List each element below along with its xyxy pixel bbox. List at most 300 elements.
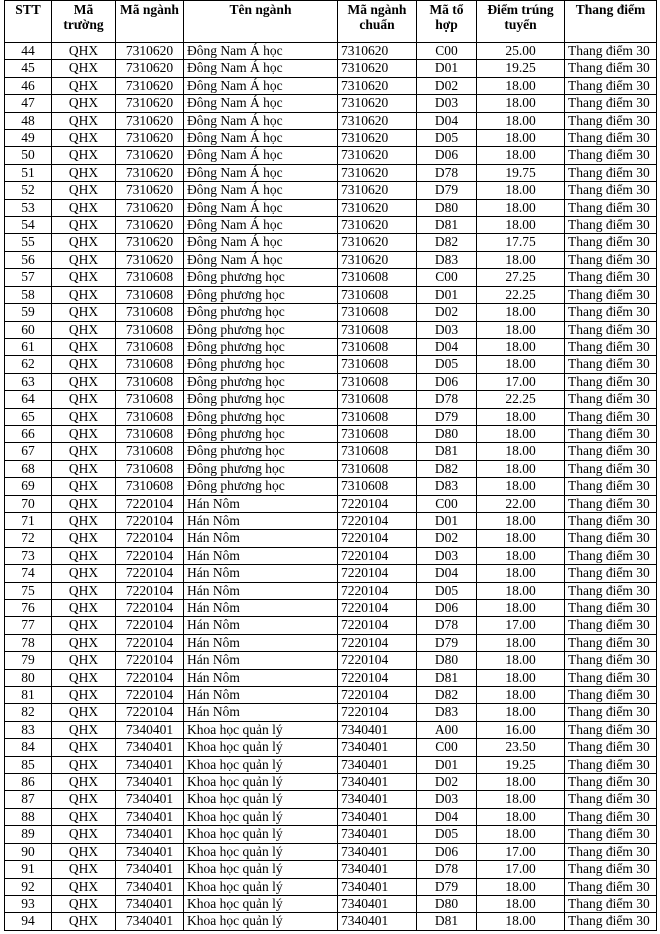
admission-score-cell: 18.00	[477, 826, 565, 843]
table-row	[5, 164, 657, 181]
school-code-cell: QHX	[52, 634, 116, 651]
major-name-cell: Khoa học quản lý	[184, 861, 338, 878]
score-scale-cell: Thang điểm 30	[565, 530, 657, 547]
stt-cell: 86	[5, 774, 52, 791]
stt-cell: 90	[5, 843, 52, 860]
school-code-cell: QHX	[52, 304, 116, 321]
major-name-cell: Đông phương học	[184, 478, 338, 495]
admission-score-cell: 18.00	[477, 304, 565, 321]
admission-score-cell: 18.00	[477, 460, 565, 477]
table-row	[5, 861, 657, 878]
major-name-cell: Đông Nam Á học	[184, 217, 338, 234]
table-row	[5, 443, 657, 460]
combination-code-cell: C00	[417, 269, 477, 286]
combination-code-cell: D83	[417, 478, 477, 495]
stt-cell: 82	[5, 704, 52, 721]
school-code-cell: QHX	[52, 721, 116, 738]
admission-score-cell: 18.00	[477, 251, 565, 268]
combination-code-cell: D83	[417, 704, 477, 721]
major-name-cell: Hán Nôm	[184, 495, 338, 512]
school-code-cell: QHX	[52, 286, 116, 303]
table-row	[5, 808, 657, 825]
table-row	[5, 495, 657, 512]
score-scale-cell: Thang điểm 30	[565, 913, 657, 930]
stt-cell: 94	[5, 913, 52, 930]
admission-score-cell: 18.00	[477, 77, 565, 94]
table-header	[5, 1, 657, 43]
score-scale-cell: Thang điểm 30	[565, 878, 657, 895]
table-row	[5, 617, 657, 634]
admission-score-cell: 18.00	[477, 547, 565, 564]
stt-cell: 73	[5, 547, 52, 564]
school-code-cell: QHX	[52, 739, 116, 756]
school-code-cell: QHX	[52, 321, 116, 338]
score-scale-cell: Thang điểm 30	[565, 60, 657, 77]
score-scale-cell: Thang điểm 30	[565, 495, 657, 512]
table-row	[5, 460, 657, 477]
admission-score-cell: 19.75	[477, 164, 565, 181]
score-scale-cell: Thang điểm 30	[565, 478, 657, 495]
combination-code-cell: D06	[417, 843, 477, 860]
major-code-cell: 7340401	[116, 895, 184, 912]
school-code-cell: QHX	[52, 895, 116, 912]
combination-code-cell: D01	[417, 286, 477, 303]
stt-cell: 93	[5, 895, 52, 912]
stt-cell: 87	[5, 791, 52, 808]
score-scale-cell: Thang điểm 30	[565, 286, 657, 303]
stt-cell: 46	[5, 77, 52, 94]
standard-major-code-cell: 7220104	[338, 652, 417, 669]
major-code-cell: 7340401	[116, 913, 184, 930]
score-scale-cell: Thang điểm 30	[565, 861, 657, 878]
major-name-cell: Đông phương học	[184, 269, 338, 286]
standard-major-code-cell: 7310608	[338, 321, 417, 338]
combination-code-cell: D06	[417, 147, 477, 164]
admission-score-cell: 18.00	[477, 704, 565, 721]
score-scale-cell: Thang điểm 30	[565, 634, 657, 651]
major-code-cell: 7340401	[116, 826, 184, 843]
table-row	[5, 721, 657, 738]
table-row	[5, 77, 657, 94]
table-body	[5, 43, 657, 931]
combination-code-cell: D01	[417, 512, 477, 529]
standard-major-code-cell: 7310620	[338, 234, 417, 251]
major-code-cell: 7310620	[116, 112, 184, 129]
stt-cell: 76	[5, 600, 52, 617]
header-row	[5, 1, 657, 43]
table-row	[5, 478, 657, 495]
major-name-cell: Đông Nam Á học	[184, 77, 338, 94]
school-code-cell: QHX	[52, 356, 116, 373]
major-code-cell: 7310620	[116, 60, 184, 77]
stt-cell: 49	[5, 130, 52, 147]
admission-score-cell: 18.00	[477, 669, 565, 686]
table-row	[5, 652, 657, 669]
combination-code-cell: D81	[417, 443, 477, 460]
score-scale-cell: Thang điểm 30	[565, 373, 657, 390]
standard-major-code-cell: 7220104	[338, 600, 417, 617]
school-code-cell: QHX	[52, 217, 116, 234]
stt-cell: 57	[5, 269, 52, 286]
table-row	[5, 843, 657, 860]
score-scale-cell: Thang điểm 30	[565, 130, 657, 147]
table-row	[5, 234, 657, 251]
combination-code-cell: D81	[417, 217, 477, 234]
school-code-cell: QHX	[52, 530, 116, 547]
admission-score-cell: 18.00	[477, 356, 565, 373]
standard-major-code-cell: 7340401	[338, 791, 417, 808]
combination-code-cell: C00	[417, 739, 477, 756]
standard-major-code-cell: 7310620	[338, 95, 417, 112]
admission-score-cell: 18.00	[477, 565, 565, 582]
school-code-cell: QHX	[52, 600, 116, 617]
admission-score-cell: 17.00	[477, 373, 565, 390]
major-code-cell: 7310620	[116, 234, 184, 251]
school-code-cell: QHX	[52, 547, 116, 564]
major-name-cell: Khoa học quản lý	[184, 774, 338, 791]
standard-major-code-cell: 7340401	[338, 756, 417, 773]
standard-major-code-cell: 7220104	[338, 634, 417, 651]
admission-score-cell: 18.00	[477, 130, 565, 147]
table-row	[5, 791, 657, 808]
major-code-cell: 7220104	[116, 669, 184, 686]
standard-major-code-cell: 7340401	[338, 721, 417, 738]
major-code-cell: 7340401	[116, 756, 184, 773]
stt-cell: 62	[5, 356, 52, 373]
header-major-code: Mã ngành	[116, 1, 184, 43]
admission-score-cell: 22.00	[477, 495, 565, 512]
standard-major-code-cell: 7310620	[338, 43, 417, 60]
admission-score-cell: 18.00	[477, 634, 565, 651]
table-row	[5, 199, 657, 216]
combination-code-cell: D83	[417, 251, 477, 268]
standard-major-code-cell: 7340401	[338, 913, 417, 930]
admission-score-cell: 18.00	[477, 895, 565, 912]
combination-code-cell: D82	[417, 460, 477, 477]
combination-code-cell: D82	[417, 234, 477, 251]
major-name-cell: Hán Nôm	[184, 704, 338, 721]
standard-major-code-cell: 7220104	[338, 687, 417, 704]
combination-code-cell: D81	[417, 669, 477, 686]
major-code-cell: 7310608	[116, 460, 184, 477]
combination-code-cell: D02	[417, 774, 477, 791]
major-name-cell: Đông phương học	[184, 286, 338, 303]
major-code-cell: 7310620	[116, 164, 184, 181]
combination-code-cell: D05	[417, 826, 477, 843]
standard-major-code-cell: 7310620	[338, 60, 417, 77]
standard-major-code-cell: 7310608	[338, 425, 417, 442]
major-name-cell: Đông Nam Á học	[184, 164, 338, 181]
major-name-cell: Đông phương học	[184, 460, 338, 477]
school-code-cell: QHX	[52, 443, 116, 460]
table-row	[5, 634, 657, 651]
school-code-cell: QHX	[52, 687, 116, 704]
score-scale-cell: Thang điểm 30	[565, 443, 657, 460]
school-code-cell: QHX	[52, 878, 116, 895]
school-code-cell: QHX	[52, 774, 116, 791]
stt-cell: 61	[5, 338, 52, 355]
major-code-cell: 7220104	[116, 495, 184, 512]
table-row	[5, 321, 657, 338]
stt-cell: 55	[5, 234, 52, 251]
admission-score-cell: 16.00	[477, 721, 565, 738]
major-code-cell: 7220104	[116, 600, 184, 617]
major-code-cell: 7220104	[116, 634, 184, 651]
score-scale-cell: Thang điểm 30	[565, 77, 657, 94]
stt-cell: 84	[5, 739, 52, 756]
score-scale-cell: Thang điểm 30	[565, 687, 657, 704]
score-scale-cell: Thang điểm 30	[565, 182, 657, 199]
admission-score-cell: 18.00	[477, 878, 565, 895]
major-code-cell: 7310608	[116, 338, 184, 355]
admission-score-cell: 18.00	[477, 808, 565, 825]
major-name-cell: Đông phương học	[184, 338, 338, 355]
score-scale-cell: Thang điểm 30	[565, 791, 657, 808]
table-row	[5, 408, 657, 425]
score-scale-cell: Thang điểm 30	[565, 565, 657, 582]
school-code-cell: QHX	[52, 756, 116, 773]
standard-major-code-cell: 7220104	[338, 565, 417, 582]
admission-score-cell: 18.00	[477, 112, 565, 129]
combination-code-cell: D02	[417, 530, 477, 547]
major-code-cell: 7310608	[116, 478, 184, 495]
major-name-cell: Hán Nôm	[184, 669, 338, 686]
table-row	[5, 95, 657, 112]
admission-score-cell: 18.00	[477, 425, 565, 442]
header-major-name: Tên ngành	[184, 1, 338, 43]
table-row	[5, 512, 657, 529]
standard-major-code-cell: 7220104	[338, 617, 417, 634]
score-scale-cell: Thang điểm 30	[565, 304, 657, 321]
score-scale-cell: Thang điểm 30	[565, 512, 657, 529]
score-scale-cell: Thang điểm 30	[565, 425, 657, 442]
major-code-cell: 7310608	[116, 408, 184, 425]
major-name-cell: Đông Nam Á học	[184, 112, 338, 129]
school-code-cell: QHX	[52, 478, 116, 495]
combination-code-cell: D03	[417, 547, 477, 564]
major-name-cell: Đông Nam Á học	[184, 60, 338, 77]
score-scale-cell: Thang điểm 30	[565, 147, 657, 164]
score-scale-cell: Thang điểm 30	[565, 582, 657, 599]
table-row	[5, 774, 657, 791]
major-name-cell: Đông phương học	[184, 391, 338, 408]
combination-code-cell: D82	[417, 687, 477, 704]
major-name-cell: Đông phương học	[184, 373, 338, 390]
combination-code-cell: D80	[417, 895, 477, 912]
stt-cell: 78	[5, 634, 52, 651]
major-name-cell: Đông phương học	[184, 425, 338, 442]
major-name-cell: Hán Nôm	[184, 634, 338, 651]
standard-major-code-cell: 7310608	[338, 356, 417, 373]
major-code-cell: 7340401	[116, 774, 184, 791]
score-scale-cell: Thang điểm 30	[565, 774, 657, 791]
score-scale-cell: Thang điểm 30	[565, 721, 657, 738]
school-code-cell: QHX	[52, 112, 116, 129]
admission-score-cell: 18.00	[477, 687, 565, 704]
admission-score-cell: 25.00	[477, 43, 565, 60]
combination-code-cell: D79	[417, 182, 477, 199]
admission-score-table	[4, 0, 657, 931]
score-scale-cell: Thang điểm 30	[565, 460, 657, 477]
table-row	[5, 338, 657, 355]
school-code-cell: QHX	[52, 512, 116, 529]
stt-cell: 91	[5, 861, 52, 878]
header-combination-code: Mã tổ hợp	[417, 1, 477, 43]
school-code-cell: QHX	[52, 495, 116, 512]
school-code-cell: QHX	[52, 913, 116, 930]
table-row	[5, 356, 657, 373]
major-name-cell: Khoa học quản lý	[184, 843, 338, 860]
major-name-cell: Đông Nam Á học	[184, 130, 338, 147]
major-code-cell: 7220104	[116, 512, 184, 529]
stt-cell: 83	[5, 721, 52, 738]
stt-cell: 85	[5, 756, 52, 773]
standard-major-code-cell: 7340401	[338, 861, 417, 878]
combination-code-cell: D80	[417, 199, 477, 216]
school-code-cell: QHX	[52, 130, 116, 147]
stt-cell: 92	[5, 878, 52, 895]
score-scale-cell: Thang điểm 30	[565, 652, 657, 669]
major-code-cell: 7310608	[116, 425, 184, 442]
score-scale-cell: Thang điểm 30	[565, 617, 657, 634]
standard-major-code-cell: 7310620	[338, 147, 417, 164]
school-code-cell: QHX	[52, 60, 116, 77]
standard-major-code-cell: 7310608	[338, 408, 417, 425]
school-code-cell: QHX	[52, 652, 116, 669]
major-code-cell: 7310608	[116, 356, 184, 373]
stt-cell: 58	[5, 286, 52, 303]
school-code-cell: QHX	[52, 408, 116, 425]
table-row	[5, 600, 657, 617]
major-name-cell: Đông phương học	[184, 443, 338, 460]
combination-code-cell: D01	[417, 60, 477, 77]
standard-major-code-cell: 7310608	[338, 478, 417, 495]
school-code-cell: QHX	[52, 582, 116, 599]
school-code-cell: QHX	[52, 338, 116, 355]
table-row	[5, 895, 657, 912]
stt-cell: 48	[5, 112, 52, 129]
school-code-cell: QHX	[52, 391, 116, 408]
major-code-cell: 7310608	[116, 304, 184, 321]
score-scale-cell: Thang điểm 30	[565, 547, 657, 564]
standard-major-code-cell: 7340401	[338, 826, 417, 843]
major-code-cell: 7310608	[116, 443, 184, 460]
major-code-cell: 7310620	[116, 182, 184, 199]
major-code-cell: 7310608	[116, 269, 184, 286]
major-code-cell: 7310608	[116, 321, 184, 338]
school-code-cell: QHX	[52, 43, 116, 60]
major-name-cell: Khoa học quản lý	[184, 913, 338, 930]
school-code-cell: QHX	[52, 234, 116, 251]
stt-cell: 74	[5, 565, 52, 582]
stt-cell: 80	[5, 669, 52, 686]
score-scale-cell: Thang điểm 30	[565, 739, 657, 756]
major-name-cell: Đông phương học	[184, 304, 338, 321]
major-code-cell: 7220104	[116, 704, 184, 721]
major-name-cell: Khoa học quản lý	[184, 808, 338, 825]
major-name-cell: Đông phương học	[184, 356, 338, 373]
major-code-cell: 7310620	[116, 43, 184, 60]
major-code-cell: 7340401	[116, 861, 184, 878]
header-admission-score: Điểm trúng tuyển	[477, 1, 565, 43]
stt-cell: 89	[5, 826, 52, 843]
score-scale-cell: Thang điểm 30	[565, 843, 657, 860]
combination-code-cell: D05	[417, 130, 477, 147]
admission-score-cell: 18.00	[477, 652, 565, 669]
standard-major-code-cell: 7310608	[338, 269, 417, 286]
stt-cell: 52	[5, 182, 52, 199]
header-standard-major-code: Mã ngành chuẩn	[338, 1, 417, 43]
standard-major-code-cell: 7220104	[338, 512, 417, 529]
school-code-cell: QHX	[52, 373, 116, 390]
score-scale-cell: Thang điểm 30	[565, 43, 657, 60]
school-code-cell: QHX	[52, 843, 116, 860]
major-name-cell: Khoa học quản lý	[184, 721, 338, 738]
major-name-cell: Đông phương học	[184, 321, 338, 338]
table-row	[5, 425, 657, 442]
admission-score-cell: 17.00	[477, 617, 565, 634]
admission-score-cell: 18.00	[477, 199, 565, 216]
standard-major-code-cell: 7310608	[338, 304, 417, 321]
standard-major-code-cell: 7310608	[338, 373, 417, 390]
standard-major-code-cell: 7340401	[338, 878, 417, 895]
major-name-cell: Đông Nam Á học	[184, 43, 338, 60]
stt-cell: 67	[5, 443, 52, 460]
admission-score-cell: 18.00	[477, 512, 565, 529]
standard-major-code-cell: 7220104	[338, 530, 417, 547]
standard-major-code-cell: 7340401	[338, 808, 417, 825]
combination-code-cell: D04	[417, 565, 477, 582]
school-code-cell: QHX	[52, 826, 116, 843]
stt-cell: 70	[5, 495, 52, 512]
header-school-code: Mã trường	[52, 1, 116, 43]
school-code-cell: QHX	[52, 77, 116, 94]
combination-code-cell: D81	[417, 913, 477, 930]
major-code-cell: 7310620	[116, 199, 184, 216]
combination-code-cell: D01	[417, 756, 477, 773]
score-scale-cell: Thang điểm 30	[565, 600, 657, 617]
combination-code-cell: D78	[417, 164, 477, 181]
score-scale-cell: Thang điểm 30	[565, 234, 657, 251]
table-row	[5, 217, 657, 234]
stt-cell: 88	[5, 808, 52, 825]
stt-cell: 81	[5, 687, 52, 704]
stt-cell: 53	[5, 199, 52, 216]
major-code-cell: 7220104	[116, 652, 184, 669]
table-row	[5, 739, 657, 756]
admission-score-cell: 18.00	[477, 600, 565, 617]
standard-major-code-cell: 7310620	[338, 217, 417, 234]
major-name-cell: Đông Nam Á học	[184, 251, 338, 268]
standard-major-code-cell: 7310620	[338, 112, 417, 129]
combination-code-cell: D80	[417, 652, 477, 669]
admission-score-cell: 22.25	[477, 391, 565, 408]
score-scale-cell: Thang điểm 30	[565, 199, 657, 216]
combination-code-cell: D04	[417, 338, 477, 355]
table-row	[5, 373, 657, 390]
table-row	[5, 130, 657, 147]
standard-major-code-cell: 7310608	[338, 443, 417, 460]
combination-code-cell: D78	[417, 391, 477, 408]
table-row	[5, 286, 657, 303]
combination-code-cell: D03	[417, 791, 477, 808]
school-code-cell: QHX	[52, 669, 116, 686]
major-name-cell: Khoa học quản lý	[184, 878, 338, 895]
major-name-cell: Đông Nam Á học	[184, 234, 338, 251]
standard-major-code-cell: 7310620	[338, 182, 417, 199]
school-code-cell: QHX	[52, 182, 116, 199]
table-row	[5, 60, 657, 77]
